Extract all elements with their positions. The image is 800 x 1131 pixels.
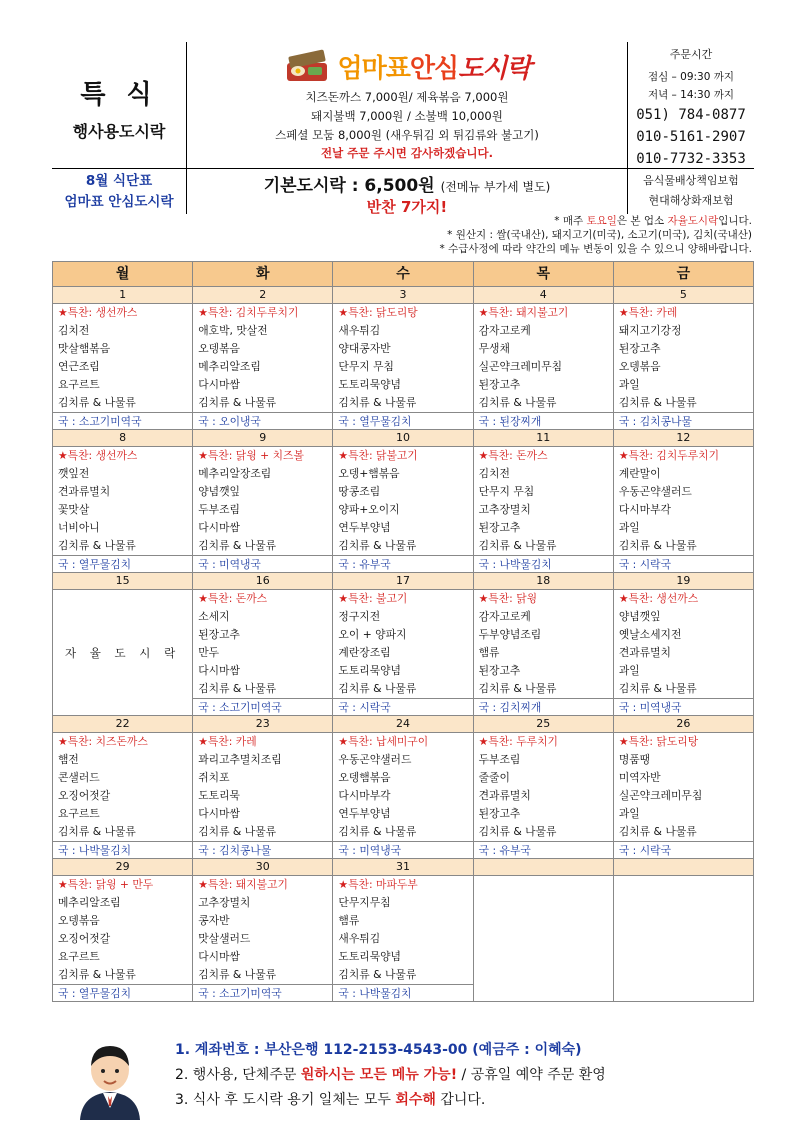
side-dish: 도토리묵 xyxy=(198,789,240,802)
side-dish: 김치류 & 나물류 xyxy=(618,682,697,695)
side-dish: 너비아니 xyxy=(58,521,100,534)
date-number: 5 xyxy=(679,288,687,301)
soup-of-day: 국 : 시락국 xyxy=(614,841,753,858)
special-dish: ★특찬: 닭윙 + 만두 xyxy=(58,878,154,891)
date-number: 30 xyxy=(193,859,333,875)
side-dish: 요구르트 xyxy=(58,378,100,391)
order-time-title: 주문시간 xyxy=(669,48,713,61)
day-menu-cell xyxy=(614,446,753,572)
soup-of-day: 국 : 김치콩나물 xyxy=(614,412,753,429)
date-number: 8 xyxy=(53,430,193,446)
phone-number[interactable]: 010-7732-3353 xyxy=(636,151,746,167)
page-subtitle: 행사용도시락 xyxy=(72,122,166,141)
date-number: 18 xyxy=(474,573,614,589)
side-dish: 김치류 & 나물류 xyxy=(338,539,417,552)
date-number: 15 xyxy=(53,573,193,589)
side-dish: 김치류 & 나물류 xyxy=(618,396,697,409)
group-order-note: 2. 행사용, 단체주문 원하시는 모든 메뉴 가능! / 공휴일 예약 주문 환영 xyxy=(175,1067,606,1083)
day-menu-cell xyxy=(333,303,473,429)
side-dish: 요구르트 xyxy=(58,807,100,820)
side-dish: 실곤약크레미무침 xyxy=(618,789,703,802)
soup-of-day: 국 : 열무물김치 xyxy=(53,984,192,1001)
date-number: 2 xyxy=(193,287,333,303)
side-dish: 콩자반 xyxy=(198,914,230,927)
special-dish: ★특찬: 닭윙 xyxy=(478,592,538,605)
side-dish: 두부조림 xyxy=(198,503,240,516)
side-dish: 옛날소세지전 xyxy=(618,628,682,641)
side-dish: 오뎅+햄볶음 xyxy=(338,467,400,480)
menu-row xyxy=(53,446,753,572)
side-dish: 단무지 무침 xyxy=(478,485,535,498)
menu-calendar xyxy=(52,261,754,1002)
bank-account: 1. 계좌번호 : 부산은행 112-2153-4543-00 (예금주 : 이혜숙) xyxy=(175,1042,582,1058)
side-dish: 감자고로케 xyxy=(478,324,531,337)
special-dish: ★특찬: 카레 xyxy=(618,306,678,319)
day-menu-cell xyxy=(474,589,614,715)
day-menu-cell xyxy=(333,875,473,1001)
menu-brand-label: 엄마표 안심도시락 xyxy=(64,194,174,210)
weekday-header xyxy=(52,261,754,287)
side-dish: 오이 + 양파지 xyxy=(338,628,407,641)
side-dish: 다시마쌈 xyxy=(198,664,240,677)
date-number: 10 xyxy=(333,430,473,446)
side-dish: 김치류 & 나물류 xyxy=(58,825,136,838)
special-dish: ★특찬: 김치두루치기 xyxy=(198,306,299,319)
side-dish: 다시마쌈 xyxy=(198,950,240,963)
soup-of-day: 국 : 김치콩나물 xyxy=(193,841,332,858)
page-title: 특 식 xyxy=(80,80,158,110)
date-number: 16 xyxy=(193,573,333,589)
date-number: 17 xyxy=(333,573,473,589)
lunchbox-icon xyxy=(284,47,330,85)
soup-of-day: 국 : 유부국 xyxy=(333,555,472,572)
side-dish: 김치류 & 나물류 xyxy=(198,682,277,695)
day-menu-cell xyxy=(474,303,614,429)
side-dish: 햄류 xyxy=(478,646,500,659)
date-number: 23 xyxy=(193,716,333,732)
soup-of-day: 국 : 나박물김치 xyxy=(53,841,192,858)
side-dish: 계란장조림 xyxy=(338,646,391,659)
soup-of-day: 국 : 시락국 xyxy=(614,555,753,572)
side-dish: 김치류 & 나물류 xyxy=(58,396,136,409)
side-dish: 김치류 & 나물류 xyxy=(198,539,277,552)
date-row xyxy=(53,287,753,303)
soup-of-day: 국 : 오이냉국 xyxy=(193,412,332,429)
soup-of-day: 국 : 유부국 xyxy=(474,841,613,858)
date-number: 19 xyxy=(676,574,691,587)
insurance-label: 음식물배상책임보험 xyxy=(643,174,739,187)
side-dish: 단무지 무침 xyxy=(338,360,394,373)
side-dish: 햄전 xyxy=(58,753,79,766)
side-dish: 오뎅볶음 xyxy=(58,914,100,927)
side-dish: 명품땡 xyxy=(618,753,651,766)
date-number: 29 xyxy=(53,859,193,875)
special-dish: ★특찬: 치즈돈까스 xyxy=(58,735,148,748)
special-dish: ★특찬: 생선까스 xyxy=(58,306,138,319)
calendar-weeks xyxy=(52,287,754,1002)
calendar-week xyxy=(52,573,754,716)
side-dish: 콘샐러드 xyxy=(58,771,100,784)
side-dish: 된장고추 xyxy=(198,628,240,641)
date-row xyxy=(53,859,753,875)
side-dish: 정구지전 xyxy=(338,610,381,623)
side-dish: 애호박, 맛살전 xyxy=(198,324,268,337)
soup-of-day: 국 : 미역냉국 xyxy=(614,698,753,715)
side-dish: 김치류 & 나물류 xyxy=(58,539,136,552)
day-menu-cell xyxy=(474,446,614,572)
date-number: 12 xyxy=(676,431,691,444)
note-saturday: * 매주 토요일은 본 업소 자율도시락입니다. xyxy=(554,215,752,227)
side-dish: 오뎅햄볶음 xyxy=(338,771,391,784)
header-brand-box xyxy=(187,42,628,168)
header-title-box xyxy=(52,42,187,168)
soup-of-day: 국 : 나박물김치 xyxy=(474,555,613,572)
special-dish: ★특찬: 돈까스 xyxy=(198,592,268,605)
special-dish: ★특찬: 돼지불고기 xyxy=(478,306,569,319)
day-menu-cell xyxy=(614,589,753,715)
side-dish: 김치류 & 나물류 xyxy=(478,682,557,695)
side-dish: 김치류 & 나물류 xyxy=(338,682,417,695)
date-number xyxy=(474,859,614,875)
side-dish: 견과류멸치 xyxy=(58,485,111,498)
soup-of-day: 국 : 소고기미역국 xyxy=(53,412,192,429)
return-note: 3. 식사 후 도시락 용기 일체는 모두 회수해 갑니다. xyxy=(175,1092,486,1108)
day-menu-cell xyxy=(193,589,333,715)
side-dish: 메추리알장조림 xyxy=(198,467,272,480)
day-menu-cell xyxy=(193,303,333,429)
side-dish: 양파+오이지 xyxy=(338,503,400,516)
date-number: 26 xyxy=(676,717,691,730)
side-dish: 고추장멸치 xyxy=(478,503,531,516)
special-dish: ★특찬: 닭불고기 xyxy=(338,449,418,462)
side-dish: 실곤약크레미무침 xyxy=(478,360,563,373)
soup-of-day: 국 : 김치찌개 xyxy=(474,698,613,715)
side-dish: 꽈리고추멸치조림 xyxy=(198,753,282,766)
side-dish: 된장고추 xyxy=(618,342,661,355)
special-dish: ★특찬: 닭도리탕 xyxy=(338,306,418,319)
special-dish: ★특찬: 김치두루치기 xyxy=(618,449,719,462)
date-row xyxy=(53,430,753,446)
menu-row xyxy=(53,875,753,1001)
menu-row xyxy=(53,732,753,858)
side-dish: 요구르트 xyxy=(58,950,100,963)
side-dish: 된장고추 xyxy=(478,664,521,677)
side-dish: 고추장멸치 xyxy=(198,896,251,909)
special-dish: ★특찬: 돼지불고기 xyxy=(198,878,288,891)
phone-number[interactable]: 010-5161-2907 xyxy=(636,129,746,145)
order-notice: 전날 주문 주시면 감사하겠습니다. xyxy=(321,146,493,160)
date-number: 25 xyxy=(474,716,614,732)
price-line: 스페셜 모둠 8,000원 (새우튀김 외 튀김류와 불고기) xyxy=(275,128,539,142)
side-dish: 김치류 & 나물류 xyxy=(478,396,557,409)
phone-number[interactable]: 051) 784-0877 xyxy=(636,107,746,123)
side-dish: 김치류 & 나물류 xyxy=(618,539,697,552)
side-dish: 양대콩자반 xyxy=(338,342,391,355)
special-dish: ★특찬: 닭도리탕 xyxy=(618,735,699,748)
side-dish: 과일 xyxy=(618,378,640,391)
side-dish: 무생채 xyxy=(478,342,510,355)
side-dish: 김치전 xyxy=(478,467,510,480)
menu-month-label: 8월 식단표 xyxy=(85,173,153,189)
side-dish: 오징어젓갈 xyxy=(58,789,111,802)
side-dish: 다시마부각 xyxy=(338,789,391,802)
side-dish: 김치류 & 나물류 xyxy=(198,825,277,838)
side-dish: 감자고로케 xyxy=(478,610,531,623)
day-menu-cell xyxy=(193,875,333,1001)
side-dish: 김치류 & 나물류 xyxy=(478,825,557,838)
day-menu-cell xyxy=(333,589,473,715)
side-dish: 두부양념조림 xyxy=(478,628,542,641)
side-dish: 연근조림 xyxy=(58,360,100,373)
side-dish: 다시마쌈 xyxy=(198,521,240,534)
side-dish: 양념깻잎 xyxy=(198,485,240,498)
side-dish: 새우튀김 xyxy=(338,932,381,945)
day-menu-cell xyxy=(53,303,193,429)
side-dish: 쥐치포 xyxy=(198,771,230,784)
side-dish: 땅콩조림 xyxy=(338,485,381,498)
side-dish: 과일 xyxy=(618,807,640,820)
soup-of-day: 국 : 소고기미역국 xyxy=(193,698,332,715)
side-dish: 김치전 xyxy=(58,324,90,337)
side-dish: 과일 xyxy=(618,521,640,534)
menu-row xyxy=(53,303,753,429)
side-dish: 도토리묵양념 xyxy=(338,664,401,677)
side-dish: 김치류 & 나물류 xyxy=(198,968,277,981)
basic-price-box xyxy=(187,169,628,214)
day-menu-cell xyxy=(53,732,193,858)
side-dish: 돼지고기강정 xyxy=(618,324,682,337)
brand-logo xyxy=(187,44,627,88)
side-dish: 견과류멸치 xyxy=(478,789,531,802)
side-dish: 꽃맛살 xyxy=(58,503,90,516)
side-dish: 소세지 xyxy=(198,610,230,623)
side-dish: 미역자반 xyxy=(618,771,661,784)
free-lunch-label: 자 율 도 시 락 xyxy=(65,645,181,660)
weekday-label: 화 xyxy=(193,262,333,286)
price-line: 돼지불백 7,000원 / 소불백 10,000원 xyxy=(311,109,503,123)
special-dish: ★특찬: 두루치기 xyxy=(478,735,558,748)
side-dish: 깻잎전 xyxy=(58,467,90,480)
side-dish: 양념깻잎 xyxy=(618,610,661,623)
side-dish: 우동곤약샐러드 xyxy=(618,485,692,498)
day-menu-cell xyxy=(333,732,473,858)
header xyxy=(52,42,754,168)
day-menu-cell xyxy=(614,875,753,1001)
basic-price: 기본도시락 : 6,500원 (전메뉴 부가세 별도) xyxy=(263,176,551,196)
empty-cell xyxy=(474,876,613,984)
side-dish: 새우튀김 xyxy=(338,324,381,337)
date-number: 31 xyxy=(333,859,473,875)
soup-of-day: 국 : 미역냉국 xyxy=(333,841,472,858)
weekday-label: 월 xyxy=(53,262,193,286)
empty-cell xyxy=(614,876,753,984)
side-dish: 줄줄이 xyxy=(478,771,510,784)
order-info-box xyxy=(628,42,754,168)
side-dish: 김치류 & 나물류 xyxy=(338,968,417,981)
side-dish: 다시마쌈 xyxy=(198,378,240,391)
date-number xyxy=(614,859,753,875)
soup-of-day: 국 : 나박물김치 xyxy=(333,984,472,1001)
side-dish: 도토리묵양념 xyxy=(338,950,401,963)
insurance-box xyxy=(628,169,754,214)
soup-of-day: 국 : 열무물김치 xyxy=(53,555,192,572)
side-dish: 김치류 & 나물류 xyxy=(58,968,136,981)
date-number: 22 xyxy=(53,716,193,732)
side-dish: 김치류 & 나물류 xyxy=(618,825,697,838)
sides-count: 반찬 7가지! xyxy=(366,198,448,216)
calendar-week xyxy=(52,430,754,573)
subheader xyxy=(52,168,754,216)
side-dish: 과일 xyxy=(618,664,640,677)
side-dish: 김치류 & 나물류 xyxy=(478,539,557,552)
side-dish: 맛살샐러드 xyxy=(198,932,251,945)
brand-name: 엄마표안심도시락 xyxy=(337,53,531,84)
menu-row xyxy=(53,589,753,715)
day-menu-cell xyxy=(474,732,614,858)
date-number: 1 xyxy=(53,287,193,303)
special-dish: ★특찬: 불고기 xyxy=(338,592,408,605)
side-dish: 김치류 & 나물류 xyxy=(198,396,277,409)
soup-of-day: 국 : 소고기미역국 xyxy=(193,984,332,1001)
footer-notes xyxy=(175,1038,606,1113)
side-dish: 연두부양념 xyxy=(338,521,391,534)
footer xyxy=(70,1032,750,1122)
day-menu-cell xyxy=(614,303,753,429)
date-number: 24 xyxy=(333,716,473,732)
empty-soup-slot xyxy=(474,984,613,1001)
date-number: 3 xyxy=(333,287,473,303)
order-time-lunch: 점심 – 09:30 까지 xyxy=(647,71,735,83)
side-dish: 도토리묵양념 xyxy=(338,378,401,391)
date-number: 4 xyxy=(474,287,614,303)
side-dish: 오뎅볶음 xyxy=(618,360,661,373)
date-number: 11 xyxy=(474,430,614,446)
day-menu-cell xyxy=(333,446,473,572)
special-dish: ★특찬: 납세미구이 xyxy=(338,735,429,748)
notes xyxy=(440,214,753,256)
weekday-label: 금 xyxy=(676,266,691,282)
date-number: 9 xyxy=(193,430,333,446)
special-dish: ★특찬: 돈까스 xyxy=(478,449,548,462)
day-menu-cell xyxy=(53,589,193,715)
side-dish: 다시마부각 xyxy=(618,503,671,516)
soup-of-day: 국 : 시락국 xyxy=(333,698,472,715)
special-dish: ★특찬: 카레 xyxy=(198,735,257,748)
side-dish: 연두부양념 xyxy=(338,807,391,820)
day-menu-cell xyxy=(193,446,333,572)
day-menu-cell xyxy=(474,875,614,1001)
special-dish: ★특찬: 생선까스 xyxy=(58,449,138,462)
side-dish: 우동곤약샐러드 xyxy=(338,753,412,766)
calendar-week xyxy=(52,716,754,859)
date-row xyxy=(53,573,753,589)
side-dish: 된장고추 xyxy=(478,807,521,820)
menu-label-box xyxy=(52,169,187,214)
day-menu-cell xyxy=(193,732,333,858)
side-dish: 다시마쌈 xyxy=(198,807,240,820)
side-dish: 메추리알조림 xyxy=(198,360,261,373)
side-dish: 두부조림 xyxy=(478,753,521,766)
note-origin: * 원산지 : 쌀(국내산), 돼지고기(미국), 소고기(미국), 김치(국내산) xyxy=(447,229,752,241)
side-dish: 견과류멸치 xyxy=(618,646,671,659)
side-dish: 계란말이 xyxy=(618,467,661,480)
insurance-company: 현대해상화재보험 xyxy=(648,194,734,207)
side-dish: 오뎅볶음 xyxy=(198,342,240,355)
day-menu-cell xyxy=(53,875,193,1001)
side-dish: 햄류 xyxy=(338,914,360,927)
soup-of-day: 국 : 된장찌개 xyxy=(474,412,613,429)
side-dish: 맛살햄볶음 xyxy=(58,342,111,355)
day-menu-cell xyxy=(53,446,193,572)
special-dish: ★특찬: 닭윙 + 치즈볼 xyxy=(198,449,304,462)
side-dish: 된장고추 xyxy=(478,378,521,391)
price-line: 치즈돈까스 7,000원/ 제육볶음 7,000원 xyxy=(305,90,509,104)
calendar-week xyxy=(52,287,754,430)
side-dish: 오징어젓갈 xyxy=(58,932,111,945)
special-dish: ★특찬: 생선까스 xyxy=(618,592,699,605)
waiter-avatar-icon xyxy=(70,1036,150,1120)
side-dish: 단무지무침 xyxy=(338,896,391,909)
empty-soup-slot xyxy=(614,984,753,1001)
side-dish: 만두 xyxy=(198,646,220,659)
side-dish: 된장고추 xyxy=(478,521,521,534)
date-row xyxy=(53,716,753,732)
side-dish: 메추리알조림 xyxy=(58,896,121,909)
weekday-label: 수 xyxy=(333,262,473,286)
side-dish: 김치류 & 나물류 xyxy=(338,825,417,838)
weekday-label: 목 xyxy=(474,262,614,286)
side-dish: 김치류 & 나물류 xyxy=(338,396,417,409)
soup-of-day: 국 : 열무물김치 xyxy=(333,412,472,429)
day-menu-cell xyxy=(614,732,753,858)
soup-of-day: 국 : 미역냉국 xyxy=(193,555,332,572)
calendar-week xyxy=(52,859,754,1002)
note-change: * 수급사정에 따라 약간의 메뉴 변동이 있을 수 있으니 양해바랍니다. xyxy=(439,243,752,255)
special-dish: ★특찬: 마파두부 xyxy=(338,878,418,891)
order-time-dinner: 저녁 – 14:30 까지 xyxy=(647,89,735,101)
